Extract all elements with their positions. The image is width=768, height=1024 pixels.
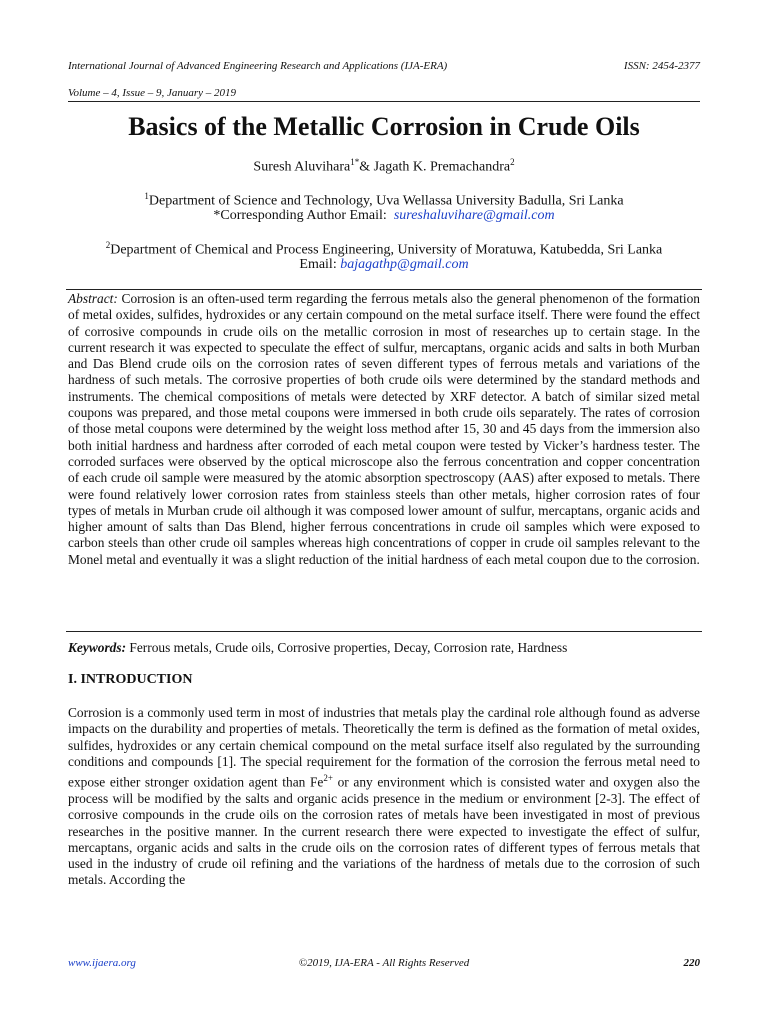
affiliation-1 [0, 191, 768, 210]
header-divider [68, 101, 700, 102]
affiliation-2-text: Department of Chemical and Process Engineering, University of Moratuwa, Katubedda, Sri Lanka [110, 242, 663, 258]
affiliation-1-sup: 1 [144, 191, 149, 201]
keywords [68, 640, 700, 656]
affiliation-2-sup: 2 [105, 240, 111, 250]
website-link[interactable]: www.ijaera.org [68, 957, 136, 969]
author-2: & Jagath K. Premachandra [359, 159, 511, 175]
corresponding-email-line [0, 208, 768, 224]
volume-issue: Volume – 4, Issue – 9, January – 2019 [68, 87, 237, 99]
introduction-paragraph [68, 705, 700, 889]
journal-name: International Journal of Advanced Engineering Research and Applications (IJA-ERA) [68, 60, 448, 72]
affiliation-1-text: Department of Science and Technology, Uva Wellassa University Badulla, Sri Lanka [148, 193, 624, 209]
email-label: *Corresponding Author Email: [213, 208, 387, 223]
author-1: Suresh Aluvihara [253, 159, 351, 175]
intro-text-2: or any environment which is consisted water and oxygen also the process will be modified by the salts and organic acids presence in the medium or environment [2-3]. The effect of corrosive compounds in the crude oils on the corrosion rates of metals have been investigated in most of previous researches in the positive manner. In the current research there were expected to investigate the effect of sulfur, mercaptans, organic acids and salts in the crude oils on the corrosion rates of different types of ferrous metals that used in the industry of crude oil refining and the variations of the hardness of metals due to the corrosion of such metals. According the [68, 774, 701, 888]
abstract-text: Corrosion is an often-used term regarding the ferrous metals also the general phenomenon of the formation of metal oxides, sulfides, hydroxides or any certain compound on the metal surface itself. There were found the effect of corrosive compounds in crude oils on the metallic corrosion in most of researches up to certain stage. In the current research it was expected to speculate the effect of sulfur, mercaptans, organic acids and salts in both Murban and Das Blend crude oils on the corrosion rates of seven different types of ferrous metals and variations of the hardness of such metals. The corrosive properties of both crude oils were determined by the standard methods and instruments. The chemical compositions of metals were detected by XRF detector. A batch of similar sized metal coupons was prepared, and those metal coupons were immersed in both crude oils separately. The rates of corrosion of those metal coupons were determined by the weight loss method after 15, 30 and 45 days from the immersion also both initial hardness and hardness after corroded of each metal coupon were tested by Vicker’s hardness tester. The corroded surfaces were observed by the optical microscope also the ferrous concentration and copper concentration of each crude oil sample were measured by the atomic absorption spectroscopy (AAS) after exposed to metals. There were found relatively lower corrosion rates from stainless steels than other metals, higher corrosion rates of four types of metals in Murban crude oil although it was composed lower amount of sulfur, mercaptans, organic acids and higher amount of salts than Das Blend, higher ferrous concentrations in crude oil samples which were exposed to carbon steels than other crude oil samples whereas high concentrations of copper in crude oil samples relevant to the Monel metal and eventually it was a slight reduction of the initial hardness of each metal coupon due to the corrosion. [68, 291, 700, 567]
paper-title: Basics of the Metallic Corrosion in Crude Oils [128, 112, 640, 141]
email-line-2 [0, 257, 768, 273]
author-2-sup: 2 [510, 157, 515, 167]
abstract-label: Abstract: [68, 291, 118, 306]
affiliation-2 [0, 240, 768, 259]
keywords-label: Keywords: [68, 640, 127, 655]
page-number: 220 [683, 957, 700, 969]
email-link-2[interactable]: bajagathp@gmail.com [340, 257, 469, 272]
abstract [68, 291, 700, 568]
intro-text-1: Corrosion is a commonly used term in most of industries that metals play the cardinal role although found as adverse impacts on the durability and properties of metals. Theoretically the term is defined as the formation of metal oxides, sulfides, hydroxides or any certain chemical compound on the metal surface itself also regulated by the surrounding conditions and compounds [1]. The special requirement for the formation of the corrosion the ferrous metal need to expose either stronger oxidation agent than Fe [68, 705, 700, 790]
author-line [0, 157, 768, 176]
email-label-2: Email: [299, 257, 337, 272]
author-1-sup: 1* [350, 157, 360, 167]
section-heading: I. INTRODUCTION [68, 672, 193, 687]
iron-ion-sup: 2+ [323, 773, 333, 784]
issn: ISSN: 2454-2377 [623, 60, 700, 72]
keywords-text: Ferrous metals, Crude oils, Corrosive properties, Decay, Corrosion rate, Hardness [129, 640, 568, 655]
email-link-1[interactable]: sureshaluvihare@gmail.com [393, 208, 555, 223]
copyright: ©2019, IJA-ERA - All Rights Reserved [298, 957, 470, 969]
